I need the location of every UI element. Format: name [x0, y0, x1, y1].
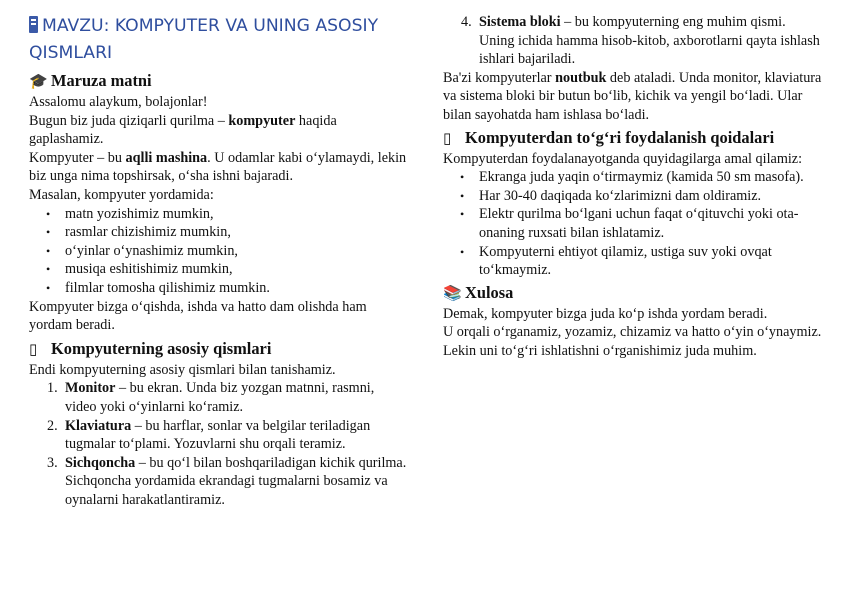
intro-text-bold: kompyuter — [228, 112, 296, 129]
left-column — [29, 0, 407, 509]
examples-list — [29, 205, 407, 298]
list-item: • Har 30-40 daqiqada ko‘zlarimizni dam oldiramiz. — [443, 187, 823, 206]
definition-text-a: Kompyuter – bu — [29, 149, 126, 166]
laptop-paragraph — [443, 69, 823, 125]
laptop-text-bold: noutbuk — [555, 69, 607, 86]
part-description: – bu qo‘l bilan boshqariladigan kichik qurilma. Sichqoncha yordamida ekrandagi tugmalarni bosamiz va oynalarni harakatlantiramiz. — [65, 454, 407, 508]
parts-intro: Endi kompyuterning asosiy qismlari bilan tanishamiz. — [29, 361, 336, 378]
list-item: • o‘yinlar o‘ynashimiz mumkin, — [29, 242, 407, 261]
rules-heading-text: Kompyuterdan to‘g‘ri foydalanish qoidalari — [465, 127, 775, 147]
books-icon: 📚 — [443, 283, 462, 302]
summary-text-1: Demak, kompyuter bizga juda ko‘p ishda yordam beradi. — [443, 305, 768, 322]
summary-heading — [443, 282, 823, 304]
laptop-text-c: deb ataladi. Unda monitor, klaviatura va sistema bloki bir butun bo‘lib, kichik va yengil bo‘ladi. Ular bilan sayohatda ham ishlasa bo‘ladi. — [443, 69, 822, 123]
page-title-text: MAVZU: KOMPYUTER VA UNING ASOSIY QISMLARI — [29, 16, 379, 63]
part-name: Monitor — [65, 380, 116, 397]
part-description: – bu ekran. Unda biz yozgan matnni, rasmni, video yoki o‘yinlarni ko‘ramiz. — [65, 380, 375, 415]
parts-heading — [29, 338, 407, 360]
missing-glyph-icon: ▯ — [443, 128, 452, 147]
definition-text-bold: aqlli mashina — [125, 149, 208, 166]
item-number: 4. — [461, 14, 472, 30]
computer-icon — [29, 16, 38, 33]
definition-paragraph — [29, 149, 407, 186]
part-name: Klaviatura — [65, 417, 132, 434]
list-item: • Ekranga juda yaqin o‘tirmaymiz (kamida 50 sm masofa). — [443, 168, 823, 187]
greeting-text: Assalomu alaykum, bolajonlar! — [29, 94, 208, 110]
list-item: • Elektr qurilma bo‘lgani uchun faqat o‘qituvchi yoki ota-onaning ruxsati bilan ishlatamiz. — [443, 205, 823, 242]
parts-heading-text: Kompyuterning asosiy qismlari — [51, 338, 272, 358]
item-number: 2. — [47, 417, 58, 434]
example-intro: Masalan, kompyuter yordamida: — [29, 186, 214, 203]
summary-heading-text: Xulosa — [465, 282, 514, 302]
right-column — [443, 0, 823, 361]
rules-heading — [443, 127, 823, 149]
list-item: • filmlar tomosha qilishimiz mumkin. — [29, 279, 407, 298]
graduation-cap-icon: 🎓 — [29, 72, 48, 90]
list-item: • rasmlar chizishimiz mumkin, — [29, 223, 407, 242]
page-title — [29, 13, 407, 67]
list-item — [29, 454, 407, 510]
intro-text-c: haqida gaplashamiz. — [29, 112, 337, 148]
intro-paragraph — [29, 112, 407, 149]
parts-list — [29, 379, 407, 509]
missing-glyph-icon: ▯ — [29, 339, 38, 358]
intro-text-a: Bugun biz juda qiziqarli qurilma – — [29, 112, 229, 129]
rules-intro: Kompyuterdan foydalanayotganda quyidagilarga amal qilamiz: — [443, 150, 803, 167]
list-item — [443, 13, 823, 69]
list-item: • musiqa eshitishimiz mumkin, — [29, 260, 407, 279]
summary-text-2: U orqali o‘rganamiz, yozamiz, chizamiz va hatto o‘yin o‘ynaymiz. Lekin uni to‘g‘ri ishlatishni o‘rganishimiz juda muhim. — [443, 324, 822, 359]
part-name: Sichqoncha — [65, 454, 136, 471]
laptop-text-a: Ba'zi kompyuterlar — [443, 69, 556, 86]
part-description: – bu harflar, sonlar va belgilar teriladigan tugmalar to‘plami. Yozuvlarni shu orqali teramiz. — [65, 417, 371, 453]
item-number: 3. — [47, 454, 58, 471]
rules-list — [443, 168, 823, 280]
definition-text-c: . U odamlar kabi o‘ylamaydi, lekin biz unga nima topshirsak, o‘sha ishni bajaradi. — [29, 149, 407, 185]
lecture-heading-text: Maruza matni — [51, 71, 152, 90]
list-item: • Kompyuterni ehtiyot qilamiz, ustiga suv yoki ovqat to‘kmaymiz. — [443, 243, 823, 280]
list-item — [29, 417, 407, 454]
part-name: Sistema bloki — [479, 14, 561, 30]
lecture-heading — [29, 70, 407, 92]
list-item: • matn yozishimiz mumkin, — [29, 205, 407, 224]
item-number: 1. — [47, 380, 58, 397]
closing-paragraph: Kompyuter bizga o‘qishda, ishda va hatto dam olishda ham yordam beradi. — [29, 298, 367, 334]
list-item — [29, 379, 407, 416]
part-description: – bu kompyuterning eng muhim qismi. Uning ichida hamma hisob-kitob, axborotlarni qayta ishlash ishlari bajariladi. — [479, 14, 820, 68]
parts-list-continued — [443, 13, 823, 69]
